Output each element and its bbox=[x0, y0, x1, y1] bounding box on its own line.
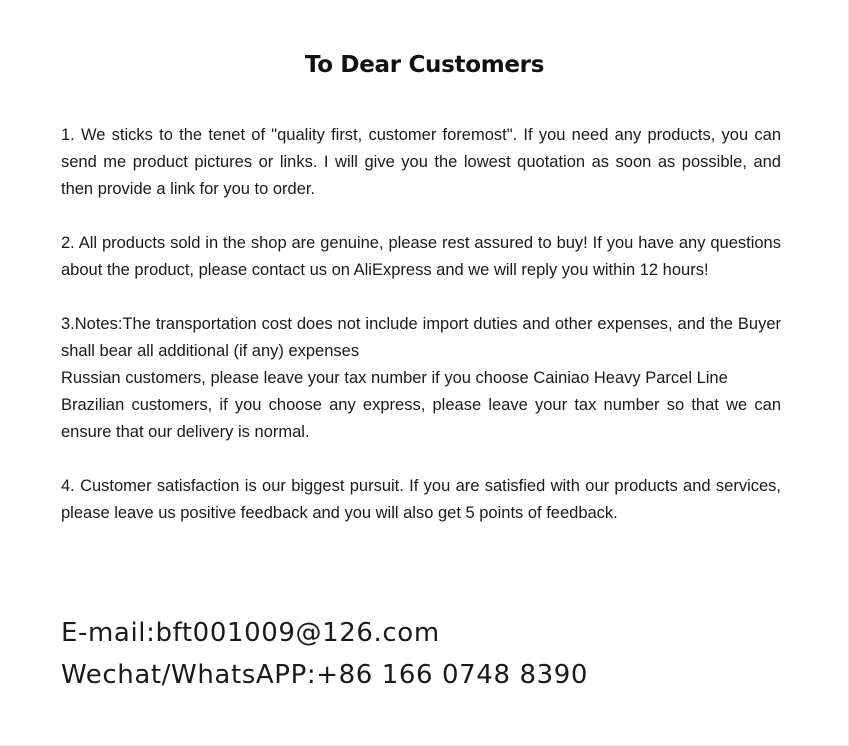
notes-russian-customers: Russian customers, please leave your tax number if you choose Cainiao Heavy Parcel Line bbox=[61, 369, 728, 387]
paragraph-notes bbox=[61, 311, 781, 446]
notes-transportation-cost: 3.Notes:The transportation cost does not include import duties and other expenses, and the Buyer shall bear all additional (if any) expenses bbox=[61, 315, 781, 360]
paragraph-customer-satisfaction: 4. Customer satisfaction is our biggest pursuit. If you are satisfied with our products and services, please leave us positive feedback and you will also get 5 points of feedback. bbox=[61, 477, 781, 522]
paragraph-quality-first: 1. We sticks to the tenet of "quality first, customer foremost". If you need any products, you can send me product pictures or links. I will give you the lowest quotation as soon as possible, and then provide a link for you to order. bbox=[61, 126, 781, 198]
document-body bbox=[61, 122, 781, 554]
contact-email: E-mail:bft001009@126.com bbox=[61, 618, 440, 648]
notes-brazilian-customers: Brazilian customers, if you choose any express, please leave your tax number so that we can ensure that our delivery is normal. bbox=[61, 396, 781, 441]
document-title: To Dear Customers bbox=[304, 52, 545, 78]
paragraph-genuine-products: 2. All products sold in the shop are genuine, please rest assured to buy! If you have any questions about the product, please contact us on AliExpress and we will reply you within 12 hours! bbox=[61, 234, 781, 279]
contact-wechat-whatsapp: Wechat/WhatsAPP:+86 166 0748 8390 bbox=[61, 660, 589, 690]
